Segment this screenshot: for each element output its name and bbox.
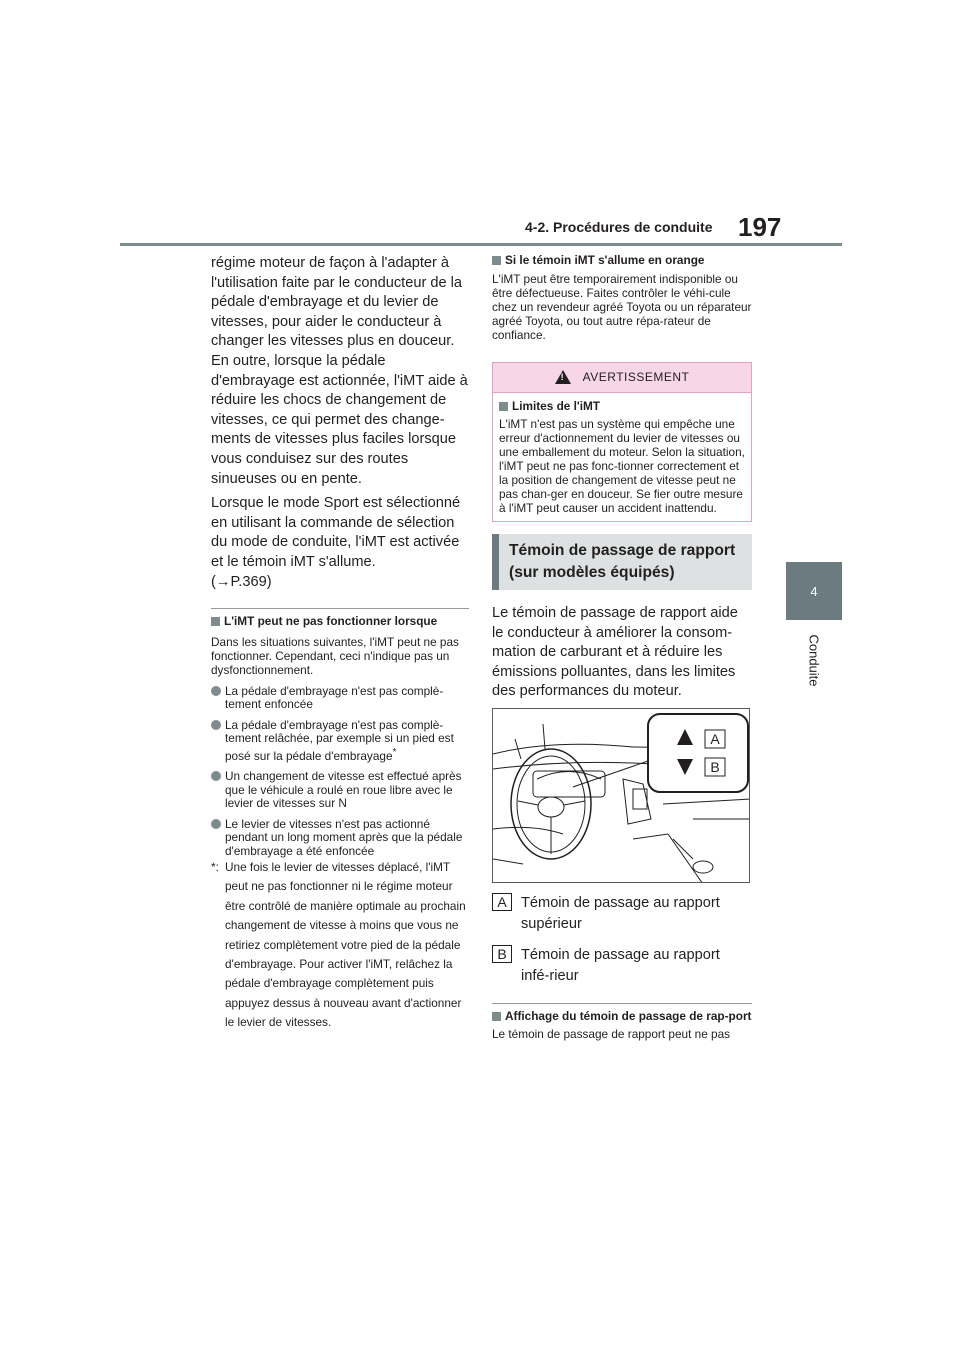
warning-subtitle: Limites de l'iMT	[499, 400, 745, 414]
body-paragraph: Lorsque le mode Sport est sélectionné en utilisant la commande de sélection du mode de conduite, l'iMT est activée et le témoin iMT s'allume. (→P.369)	[211, 495, 461, 590]
subsection-text: L'iMT peut être temporairement indisponible ou être défectueuse. Faites contrôler le véhi-cule chez un revendeur agréé Toyota ou un réparateur agréé Toyota, ou tout autre répa-rateur de confiance.	[492, 271, 752, 342]
label-key: A	[492, 893, 512, 911]
footnote-mark: *:	[211, 860, 219, 875]
label-text: Témoin de passage au rapport infé-rieur	[521, 946, 720, 984]
chapter-tab[interactable]	[786, 562, 842, 620]
footnote-text: Une fois le levier de vitesses déplacé, l'iMT peut ne pas fonctionner ni le régime moteur être contrôlé de manière optimale au prochain changement de vitesse à moins que vous ne retiriez complètement votre pied de la pédale d'embrayage. Pour activer l'iMT, relâchez la pédale d'embrayage complètement puis appuyez dessus à nouveau avant d'actionner le levier de vitesses.	[225, 860, 466, 1030]
section-divider	[492, 1003, 752, 1004]
subsection-intro: Dans les situations suivantes, l'iMT peut ne pas fonctionner. Cependant, ceci n'indique pas un dysfonctionnement.	[211, 634, 459, 677]
page-reference-link[interactable]: (→P.369)	[211, 573, 272, 590]
warning-icon	[555, 370, 571, 384]
header-divider	[120, 243, 842, 246]
subsection-title: Affichage du témoin de passage de rap-port	[492, 1010, 752, 1024]
dashboard-illustration	[492, 708, 750, 883]
section-heading: Témoin de passage de rapport (sur modèles équipés)	[492, 534, 752, 590]
footnote-star: *	[392, 746, 397, 758]
right-column	[492, 254, 752, 1041]
label-text: Témoin de passage au rapport supérieur	[521, 894, 720, 932]
label-key: B	[492, 945, 512, 963]
list-item: Un changement de vitesse est effectué après que le véhicule a roulé en roue libre avec le levier de vitesses sur N	[211, 770, 469, 811]
bullet-icon	[211, 771, 221, 781]
chapter-label: Conduite	[806, 633, 822, 687]
list-item: La pédale d'embrayage n'est pas complè-tement relâchée, par exemple si un pied est posé sur la pédale d'embrayage*	[211, 719, 469, 763]
body-paragraph: régime moteur de façon à l'adapter à l'utilisation faite par le conducteur de la pédale d'embrayage et du levier de vitesses, pour aider le conducteur à changer les vitesses plus en douceur. En outre, lorsque la pédale d'embrayage est actionnée, l'iMT aide à réduire les chocs de changement de vitesses, ce qui permet des change-ments de vitesses plus faciles lorsque vous conduisez sur des routes sinueuses ou en pente.	[211, 255, 468, 487]
subsection-text: Le témoin de passage de rapport peut ne pas	[492, 1027, 731, 1042]
page-number: 197	[738, 212, 782, 242]
bullet-icon	[211, 819, 221, 829]
body-paragraph: Le témoin de passage de rapport aide le conducteur à améliorer la consom-mation de carburant et à réduire les émissions polluantes, dans les limites des performances du moteur.	[492, 605, 738, 700]
subsection-title: L'iMT peut ne pas fonctionner lorsque	[211, 615, 469, 629]
bullet-icon	[211, 720, 221, 730]
warning-title: AVERTISSEMENT	[582, 370, 690, 384]
warning-header	[493, 363, 751, 393]
figure-label-b	[492, 945, 752, 987]
subsection-title: Si le témoin iMT s'allume en orange	[492, 254, 752, 268]
figure-label-a	[492, 893, 752, 935]
section-divider	[211, 608, 469, 609]
bullet-icon	[211, 686, 221, 696]
dashboard-drawing	[493, 709, 750, 883]
callout-a: A	[710, 730, 720, 747]
list-item: La pédale d'embrayage n'est pas complè-tement enfoncée	[211, 685, 469, 712]
section-title: 4-2. Procédures de conduite	[525, 219, 713, 235]
list-item: Le levier de vitesses n'est pas actionné pendant un long moment après que la pédale d'embrayage a été enfoncée	[211, 818, 469, 859]
warning-box	[492, 362, 752, 523]
warning-text: L'iMT n'est pas un système qui empêche une erreur d'actionnement du levier de vitesses ou une emballement du moteur. Selon la situation, l'iMT peut ne pas fonc-tionner correctement et la position de changement de vitesse peut ne pas chan-ger en douceur. Se fier outre mesure à l'iMT peut causer un accident inattendu.	[499, 417, 745, 515]
chapter-number: 4	[810, 583, 818, 599]
callout-b: B	[710, 758, 720, 775]
left-column	[211, 254, 469, 1033]
footnote	[211, 858, 469, 1033]
